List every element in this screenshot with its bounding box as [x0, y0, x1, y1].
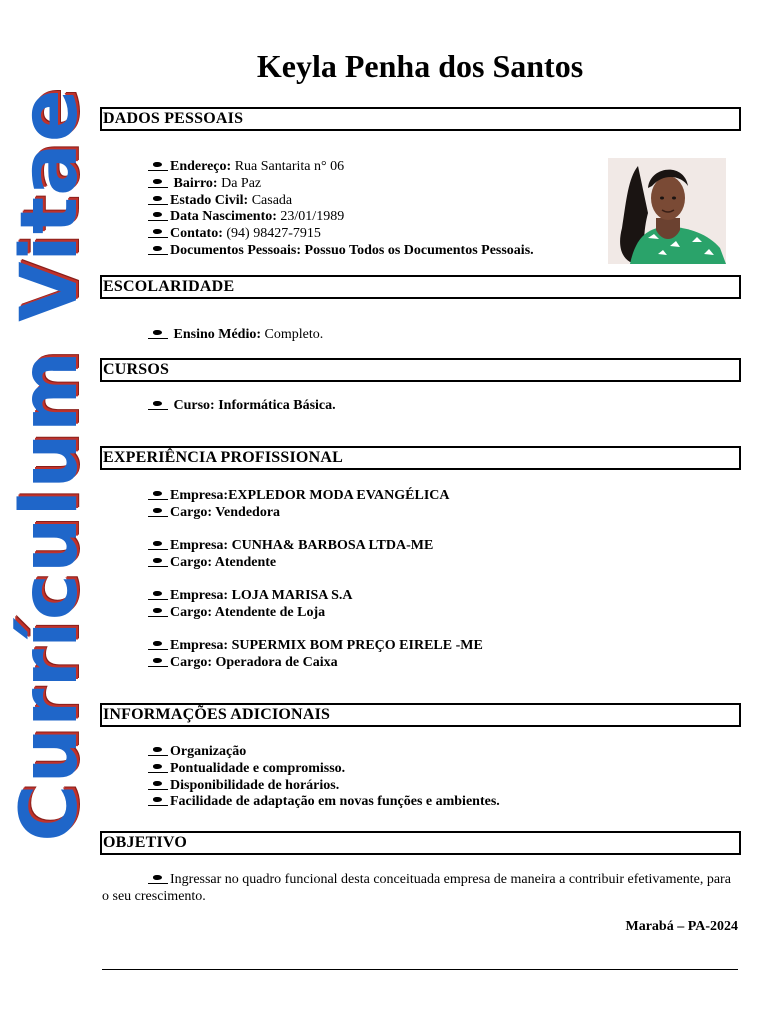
section-header-cursos: CURSOS — [100, 358, 741, 382]
bullet-icon — [148, 872, 168, 884]
bullet-icon — [148, 588, 168, 600]
bullet-icon — [148, 744, 168, 756]
personal-item-birth-date: Data Nascimento: 23/01/1989 — [148, 209, 534, 226]
experience-list — [148, 638, 483, 672]
experience-list — [148, 588, 353, 622]
experience-role: Cargo: Operadora de Caixa — [148, 655, 483, 672]
personal-item-contact: Contato: (94) 98427-7915 — [148, 226, 534, 243]
experience-company: Empresa:EXPLEDOR MODA EVANGÉLICA — [148, 488, 450, 505]
bullet-icon — [148, 655, 168, 667]
bullet-icon — [148, 398, 168, 410]
page-title: Keyla Penha dos Santos — [256, 48, 584, 84]
bullet-icon — [148, 176, 168, 188]
bullet-icon — [148, 243, 168, 255]
bullet-icon — [148, 159, 168, 171]
bullet-icon — [148, 209, 168, 221]
bullet-icon — [148, 538, 168, 550]
objective-paragraph: Ingressar no quadro funcional desta conceituada empresa de maneira a contribuir efetivamente, para o seu crescimento. — [102, 872, 731, 904]
profile-photo-graphic — [608, 158, 726, 264]
bullet-icon — [148, 488, 168, 500]
section-header-objetivo: OBJETIVO — [100, 831, 741, 855]
bullet-icon — [148, 226, 168, 238]
place-date: Marabá – PA-2024 — [625, 919, 738, 934]
additional-item: Pontualidade e compromisso. — [148, 761, 500, 778]
profile-photo — [608, 158, 726, 264]
experience-company: Empresa: SUPERMIX BOM PREÇO EIRELE -ME — [148, 638, 483, 655]
additional-item: Disponibilidade de horários. — [148, 778, 500, 795]
bullet-icon — [148, 638, 168, 650]
experience-role: Cargo: Vendedora — [148, 505, 450, 522]
signature-line — [102, 969, 738, 970]
experience-company: Empresa: CUNHA& BARBOSA LTDA-ME — [148, 538, 433, 555]
bullet-icon — [148, 778, 168, 790]
side-title-wrapper — [5, 60, 95, 870]
side-title: Currículum Vitae — [5, 88, 95, 842]
section-header-informacoes: INFORMAÇÕES ADICIONAIS — [100, 703, 741, 727]
additional-item: Facilidade de adaptação em novas funções e ambientes. — [148, 794, 500, 811]
section-header-experiencia: EXPERIÊNCIA PROFISSIONAL — [100, 446, 741, 470]
section-header-dados-pessoais: DADOS PESSOAIS — [100, 107, 741, 131]
experience-list — [148, 488, 450, 522]
education-list — [148, 327, 323, 344]
personal-item-address: Endereço: Rua Santarita n° 06 — [148, 159, 534, 176]
bullet-icon — [148, 555, 168, 567]
section-header-escolaridade: ESCOLARIDADE — [100, 275, 741, 299]
experience-list — [148, 538, 433, 572]
bullet-icon — [148, 193, 168, 205]
bullet-icon — [148, 794, 168, 806]
experience-role: Cargo: Atendente — [148, 555, 433, 572]
experience-role: Cargo: Atendente de Loja — [148, 605, 353, 622]
bullet-icon — [148, 505, 168, 517]
bullet-icon — [148, 761, 168, 773]
personal-item-neighborhood: Bairro: Da Paz — [148, 176, 534, 193]
courses-list — [148, 398, 336, 415]
course-item: Curso: Informática Básica. — [148, 398, 336, 415]
bullet-icon — [148, 327, 168, 339]
personal-item-civil-status: Estado Civil: Casada — [148, 193, 534, 210]
personal-item-documents: Documentos Pessoais: Possuo Todos os Documentos Pessoais. — [148, 243, 534, 260]
education-item: Ensino Médio: Completo. — [148, 327, 323, 344]
experience-company: Empresa: LOJA MARISA S.A — [148, 588, 353, 605]
additional-item: Organização — [148, 744, 500, 761]
personal-data-list — [148, 159, 534, 260]
bullet-icon — [148, 605, 168, 617]
additional-list — [148, 744, 500, 811]
